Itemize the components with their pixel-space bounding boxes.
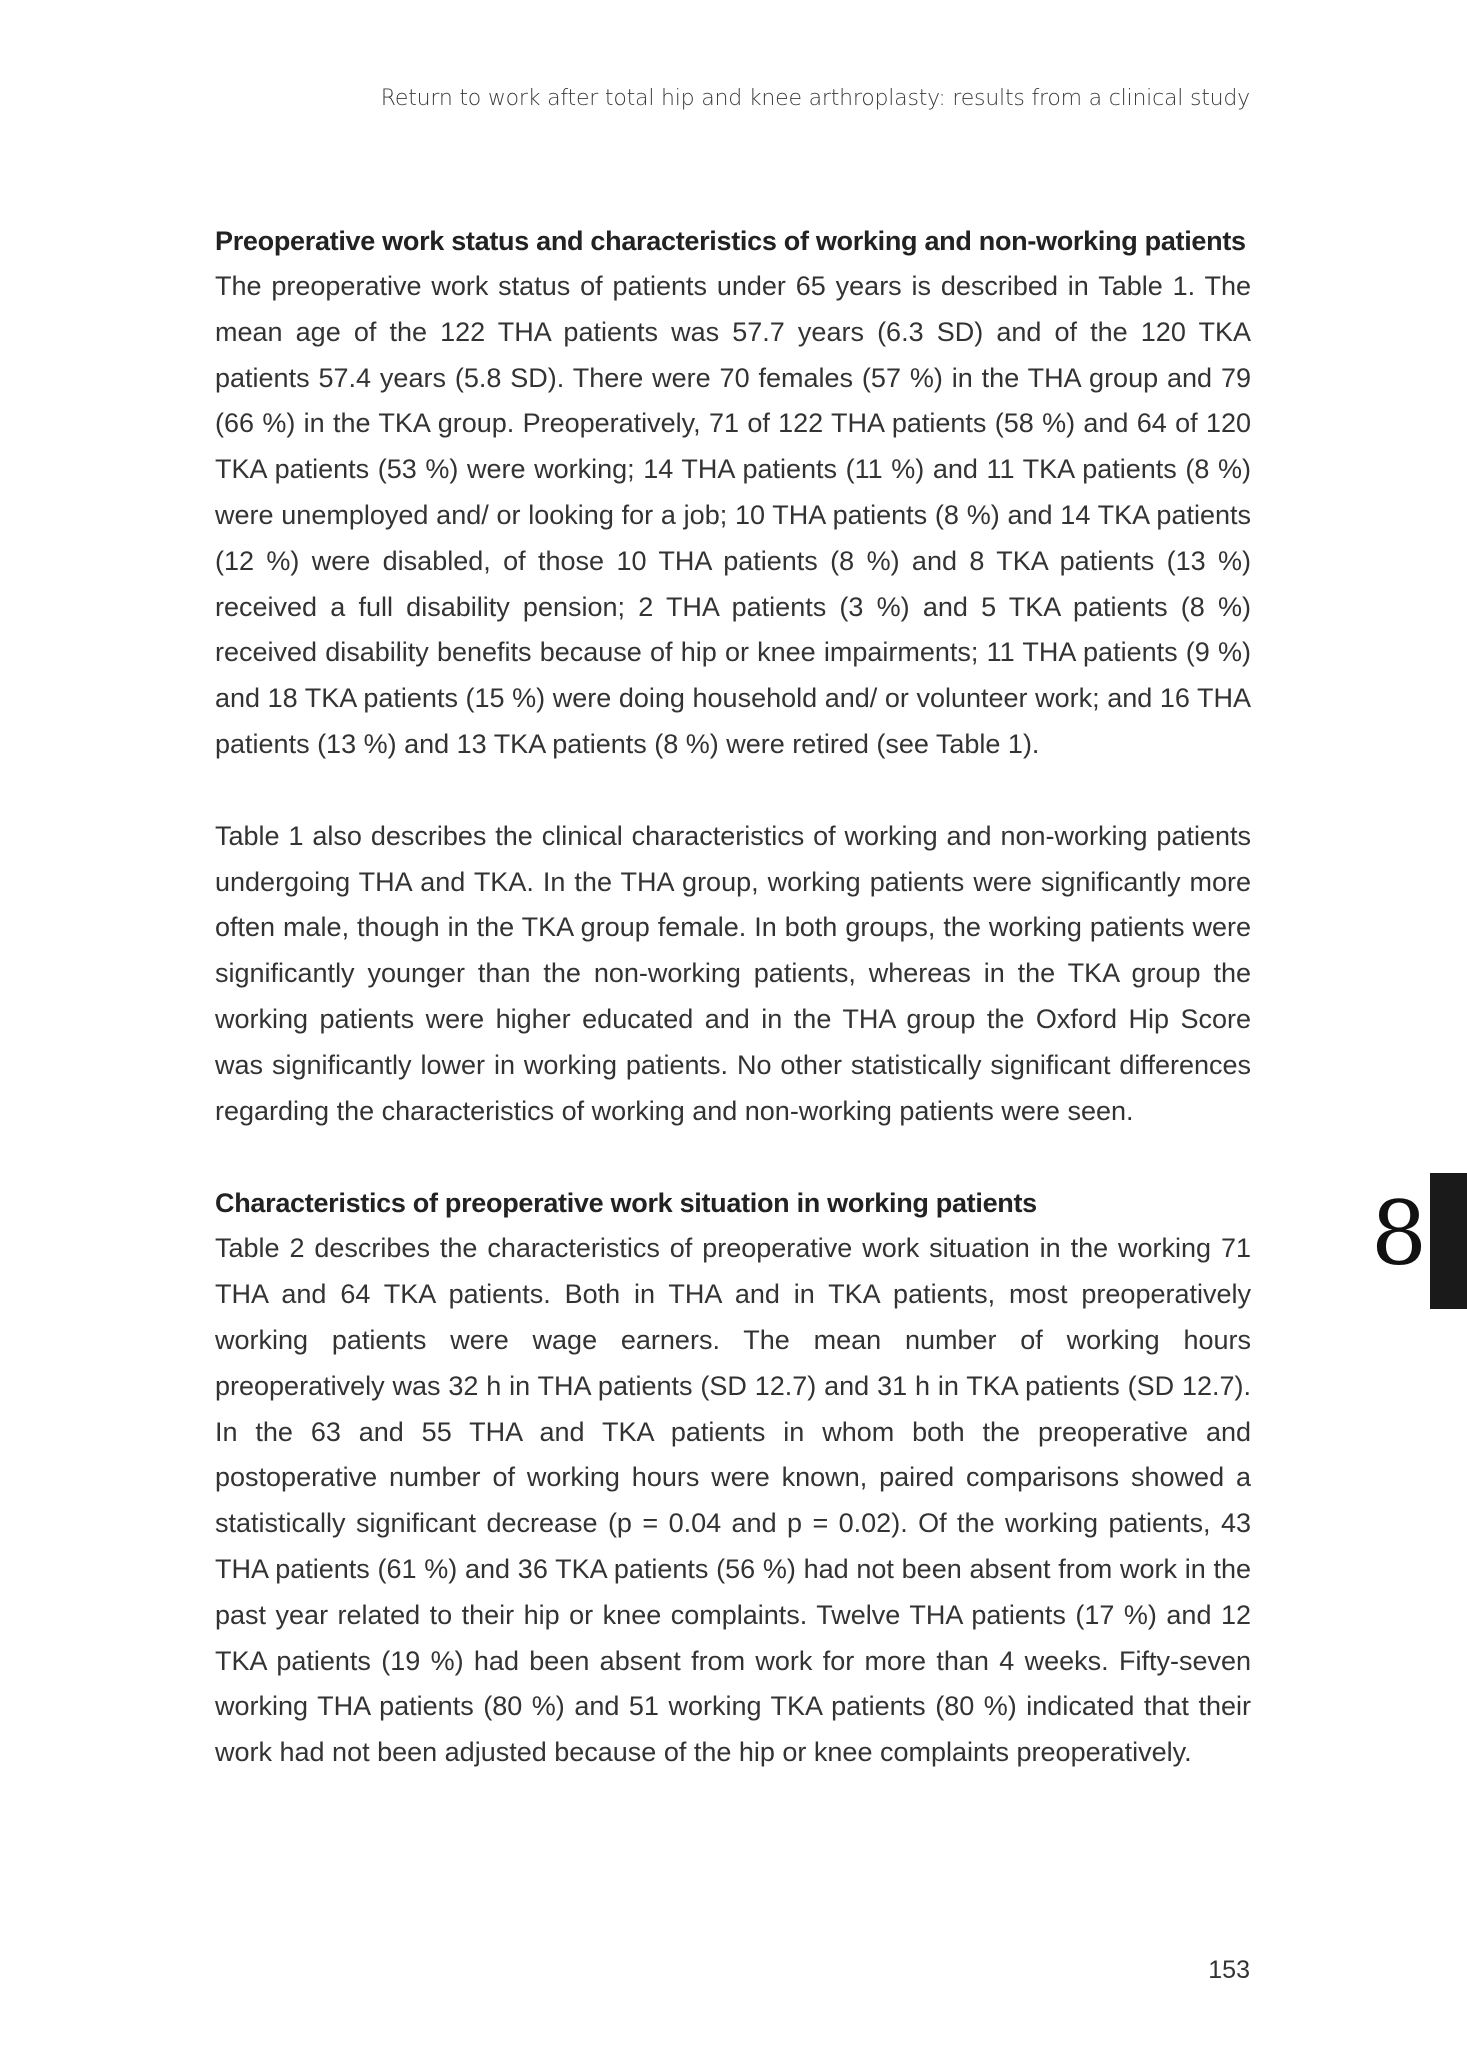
paragraph-work-situation: Table 2 describes the characteristics of preoperative work situation in the working 71 THA and 64 TKA patients. Both in THA and in TKA patients, most preoperatively working patients were wage earners. The mean number of working hours preoperatively was 32 h in THA patients (SD 12.7) and 31 h in TKA patients (SD 12.7). In the 63 and 55 THA and TKA patients in whom both the preoperative and postoperative number of working hours were known, paired comparisons showed a statistically significant decrease (p = 0.04 and p = 0.02). Of the working patients, 43 THA patients (61 %) and 36 TKA patients (56 %) had not been absent from work in the past year related to their hip or knee complaints. Twelve THA patients (17 %) and 12 TKA patients (19 %) had been absent from work for more than 4 weeks. Fifty-seven working THA patients (80 %) and 51 working TKA patients (80 %) indicated that their work had not been adjusted because of the hip or knee complaints preoperatively.	[215, 1233, 1251, 1768]
chapter-number: 8	[1371, 1182, 1427, 1285]
running-header: Return to work after total hip and knee arthroplasty: results from a clinical study	[380, 86, 1250, 111]
section-gap	[215, 1134, 1251, 1180]
paragraph-clinical-characteristics: Table 1 also describes the clinical characteristics of working and non-working patients undergoing THA and TKA. In the THA group, working patients were significantly more often male, though in the TKA group female. In both groups, the working patients were significantly younger than the non-working patients, whereas in the TKA group the working patients were higher educated and in the THA group the Oxford Hip Score was significantly lower in working patients. No other statistically significant differences regarding the characteristics of working and non-working patients were seen.	[215, 820, 1251, 1126]
chapter-tab-marker	[1430, 1173, 1467, 1309]
page-number: 153	[1208, 1956, 1250, 1984]
section-heading-work-status: Preoperative work status and characteristics of working and non-working patients	[215, 226, 1246, 256]
paragraph-work-status: The preoperative work status of patients under 65 years is described in Table 1. The mean age of the 122 THA patients was 57.7 years (6.3 SD) and of the 120 TKA patients 57.4 years (5.8 SD). There were 70 females (57 %) in the THA group and 79 (66 %) in the TKA group. Preoperatively, 71 of 122 THA patients (58 %) and 64 of 120 TKA patients (53 %) were working; 14 THA patients (11 %) and 11 TKA patients (8 %) were unemployed and/ or looking for a job; 10 THA patients (8 %) and 14 TKA patients (12 %) were disabled, of those 10 THA patients (8 %) and 8 TKA patients (13 %) received a full disability pension; 2 THA patients (3 %) and 5 TKA patients (8 %) received disability benefits because of hip or knee impairments; 11 THA patients (9 %) and 18 TKA patients (15 %) were doing household and/ or volunteer work; and 16 THA patients (13 %) and 13 TKA patients (8 %) were retired (see Table 1).	[215, 271, 1251, 759]
section-heading-work-situation: Characteristics of preoperative work situation in working patients	[215, 1188, 1037, 1219]
paragraph-gap	[215, 768, 1251, 814]
main-content	[215, 218, 1251, 1776]
